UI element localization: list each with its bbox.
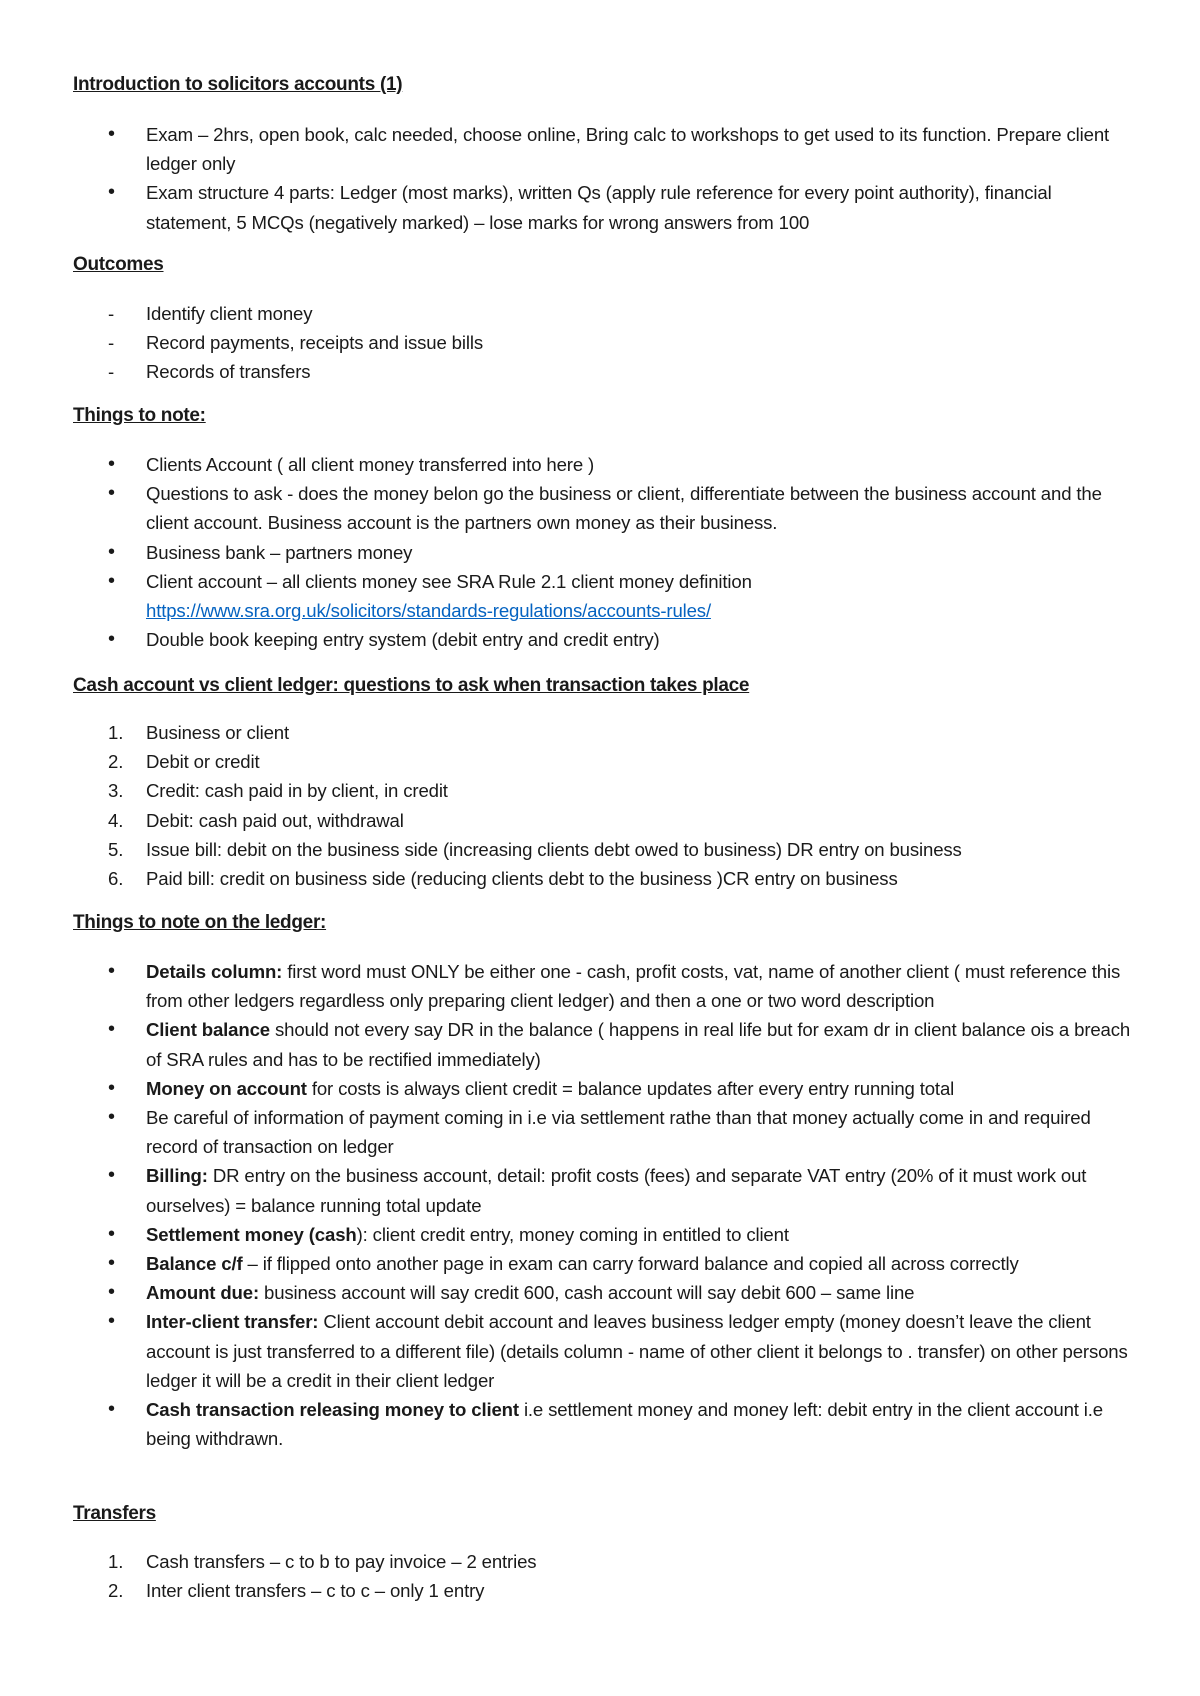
list-item: • Be careful of information of payment coming in i.e via settlement rathe than that money actually come in and required record of transaction on ledger xyxy=(0,1103,1136,1161)
list-item: • Questions to ask - does the money belon go the business or client, differentiate between the business account and the client account. Business account is the partners own money as their business. xyxy=(0,479,1136,537)
list-item: • Balance c/f – if flipped onto another page in exam can carry forward balance and copied all across correctly xyxy=(0,1249,1136,1278)
list-item: • Client account – all clients money see SRA Rule 2.1 client money definition https://www.sra.org.uk/solicitors/standards-regulations/accounts-rules/ xyxy=(0,567,1136,625)
term-billing: Billing: xyxy=(146,1165,208,1187)
list-item: • Business bank – partners money xyxy=(0,538,1136,567)
term-inter-client-transfer: Inter-client transfer: xyxy=(146,1311,319,1333)
ledger-notes-list xyxy=(0,957,1200,1453)
list-item: • Double book keeping entry system (debit entry and credit entry) xyxy=(0,625,1136,654)
list-item: • Details column: first word must ONLY be either one - cash, profit costs, vat, name of another client ( must reference this from other ledgers regardless only preparing client ledger) and then a one or two word description xyxy=(0,957,1136,1015)
number-marker: 1. xyxy=(108,722,124,743)
list-item: - Record payments, receipts and issue bills xyxy=(0,328,1136,357)
term-details-column: Details column: xyxy=(146,961,283,982)
list-item: • Clients Account ( all client money transferred into here ) xyxy=(0,450,1136,479)
bullet-marker: • xyxy=(108,1106,115,1129)
bullet-marker: • xyxy=(108,482,115,505)
things-to-note-list xyxy=(0,450,1200,654)
list-item: • Money on account for costs is always client credit = balance updates after every entry running total xyxy=(0,1074,1136,1103)
heading-things-to-note: Things to note: xyxy=(73,405,206,426)
number-marker: 6. xyxy=(108,868,124,890)
heading-ledger-notes: Things to note on the ledger: xyxy=(73,912,327,933)
number-marker: 1. xyxy=(108,1551,124,1572)
outcomes-list xyxy=(0,299,1200,387)
list-item: 2. Inter client transfers – c to c – only 1 entry xyxy=(0,1576,1136,1605)
bullet-marker: • xyxy=(108,123,115,145)
dash-marker: - xyxy=(108,332,115,354)
list-item: 4. Debit: cash paid out, withdrawal xyxy=(0,806,1136,835)
heading-cash-vs-ledger: Cash account vs client ledger: questions to ask when transaction takes place xyxy=(73,675,750,696)
list-item: • Billing: DR entry on the business account, detail: profit costs (fees) and separate VAT entry (20% of it must work out ourselves) = balance running total update xyxy=(0,1161,1136,1219)
bullet-marker: • xyxy=(108,569,115,592)
number-marker: 3. xyxy=(108,780,124,802)
term-money-on-account: Money on account xyxy=(146,1077,307,1099)
dash-marker: - xyxy=(108,303,115,324)
bullet-marker: • xyxy=(108,540,115,563)
list-item: • Amount due: business account will say credit 600, cash account will say debit 600 – same line xyxy=(0,1278,1136,1307)
cash-vs-ledger-list xyxy=(0,718,1200,893)
term-amount-due: Amount due: xyxy=(146,1282,259,1304)
list-item: 5. Issue bill: debit on the business side (increasing clients debt owed to business) DR entry on business xyxy=(0,835,1136,864)
list-item: • Cash transaction releasing money to client i.e settlement money and money left: debit entry in the client account i.e being withdrawn. xyxy=(0,1395,1136,1453)
heading-transfers: Transfers xyxy=(73,1503,156,1524)
intro-list xyxy=(0,120,1200,237)
bullet-marker: • xyxy=(108,1164,115,1187)
bullet-marker: • xyxy=(108,960,115,982)
sra-accounts-rules-link[interactable]: https://www.sra.org.uk/solicitors/standards-regulations/accounts-rules/ xyxy=(146,600,711,622)
bullet-marker: • xyxy=(108,1281,115,1304)
number-marker: 4. xyxy=(108,809,124,831)
bullet-marker: • xyxy=(108,1398,115,1421)
bullet-marker: • xyxy=(108,1076,115,1099)
bullet-marker: • xyxy=(108,1310,115,1333)
list-item: - Records of transfers xyxy=(0,357,1136,386)
bullet-marker: • xyxy=(108,1252,115,1275)
list-item: 1. Business or client xyxy=(0,718,1136,747)
list-item: 2. Debit or credit xyxy=(0,747,1136,776)
list-item: • Settlement money (cash): client credit entry, money coming in entitled to client xyxy=(0,1220,1136,1249)
number-marker: 5. xyxy=(108,838,124,860)
bullet-marker: • xyxy=(108,453,115,475)
term-balance-cf: Balance c/f xyxy=(146,1253,243,1275)
bullet-marker: • xyxy=(108,181,115,204)
term-cash-transaction: Cash transaction releasing money to client xyxy=(146,1399,519,1421)
bullet-marker: • xyxy=(108,628,115,651)
list-item: • Exam – 2hrs, open book, calc needed, choose online, Bring calc to workshops to get used to its function. Prepare client ledger only xyxy=(0,120,1136,178)
dash-marker: - xyxy=(108,361,115,383)
term-client-balance: Client balance xyxy=(146,1019,270,1041)
list-item: • Inter-client transfer: Client account debit account and leaves business ledger empty (money doesn’t leave the client account is just transferred to a different file) (details column - name of other client it belongs to . transfer) on other persons ledger it will be a credit in their client ledger xyxy=(0,1307,1136,1395)
heading-intro: Introduction to solicitors accounts (1) xyxy=(73,74,403,95)
list-item: • Client balance should not every say DR in the balance ( happens in real life but for exam dr in client balance ois a breach of SRA rules and has to be rectified immediately) xyxy=(0,1015,1136,1073)
list-item: 6. Paid bill: credit on business side (reducing clients debt to the business )CR entry on business xyxy=(0,864,1136,893)
list-item: 3. Credit: cash paid in by client, in credit xyxy=(0,776,1136,805)
number-marker: 2. xyxy=(108,751,124,773)
list-item: - Identify client money xyxy=(0,299,1136,328)
list-item: • Exam structure 4 parts: Ledger (most marks), written Qs (apply rule reference for every point authority), financial statement, 5 MCQs (negatively marked) – lose marks for wrong answers from 100 xyxy=(0,178,1136,236)
number-marker: 2. xyxy=(108,1580,124,1602)
transfers-list xyxy=(0,1547,1200,1605)
heading-outcomes: Outcomes xyxy=(73,254,164,275)
list-item: 1. Cash transfers – c to b to pay invoice – 2 entries xyxy=(0,1547,1136,1576)
term-settlement-money: Settlement money (cash xyxy=(146,1223,357,1245)
bullet-marker: • xyxy=(108,1018,115,1041)
bullet-marker: • xyxy=(108,1222,115,1245)
